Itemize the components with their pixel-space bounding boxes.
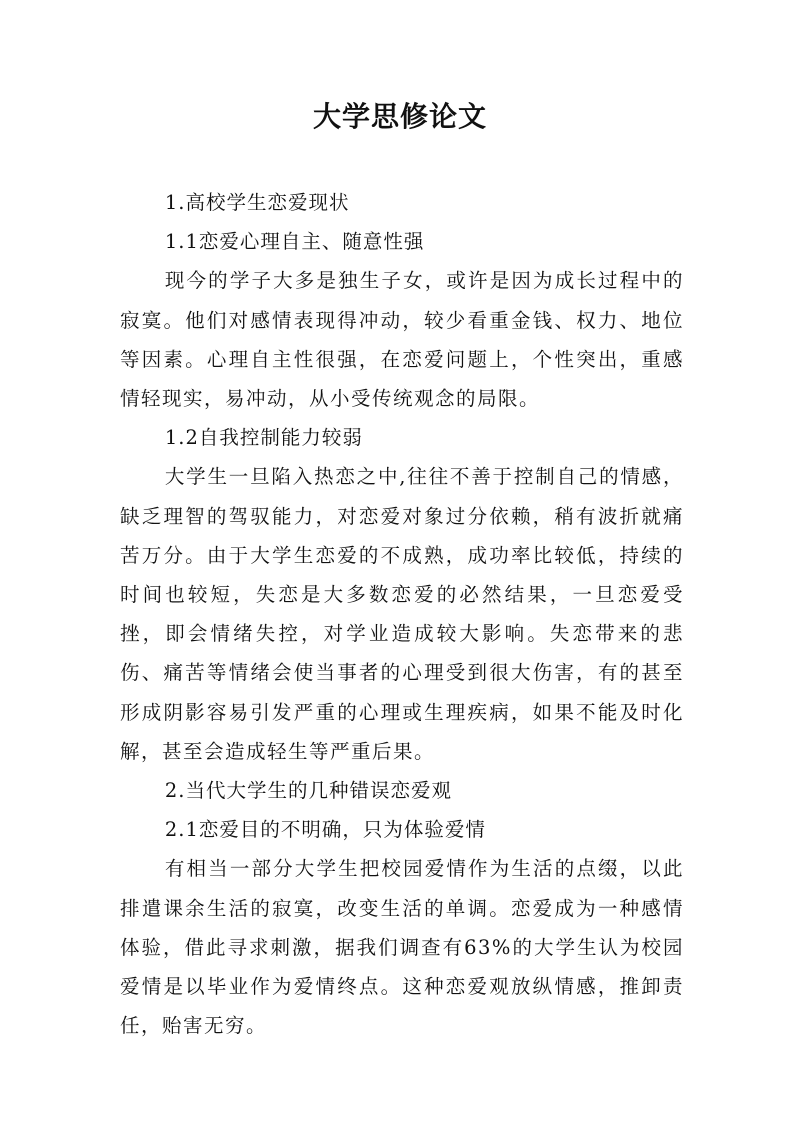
- section-heading: 2.当代大学生的几种错误恋爱观: [164, 779, 452, 803]
- body-paragraph: 大学生一旦陷入热恋之中,往往不善于控制自己的情感，缺乏理智的驾驭能力，对恋爱对象过分依赖，稍有波折就痛苦万分。由于大学生恋爱的不成熟，成功率比较低，持续的时间也较短，失恋是大多数恋爱的必然结果，一旦恋爱受挫，即会情绪失控，对学业造成较大影响。失恋带来的悲伤、痛苦等情绪会使当事者的心理受到很大伤害，有的甚至形成阴影容易引发严重的心理或生理疾病，如果不能及时化解，甚至会造成轻生等严重后果。: [120, 465, 684, 763]
- subsection-heading: 1.2自我控制能力较弱: [164, 426, 363, 450]
- document-title: 大学思修论文: [312, 100, 487, 133]
- document-body: [120, 183, 684, 1045]
- body-paragraph: 现今的学子大多是独生子女，或许是因为成长过程中的寂寞。他们对感情表现得冲动，较少看重金钱、权力、地位等因素。心理自主性很强，在恋爱问题上，个性突出，重感情轻现实，易冲动，从小受传统观念的局限。: [120, 269, 684, 411]
- subsection-heading: 2.1恋爱目的不明确，只为体验爱情: [164, 818, 486, 842]
- subsection-heading: 1.1恋爱心理自主、随意性强: [164, 230, 425, 254]
- body-paragraph: 有相当一部分大学生把校园爱情作为生活的点缀，以此排遣课余生活的寂寞，改变生活的单调。恋爱成为一种感情体验，借此寻求刺激，据我们调查有63%的大学生认为校园爱情是以毕业作为爱情终点。这种恋爱观放纵情感，推卸责任，贻害无穷。: [120, 857, 684, 1038]
- section-heading: 1.高校学生恋爱现状: [164, 191, 350, 214]
